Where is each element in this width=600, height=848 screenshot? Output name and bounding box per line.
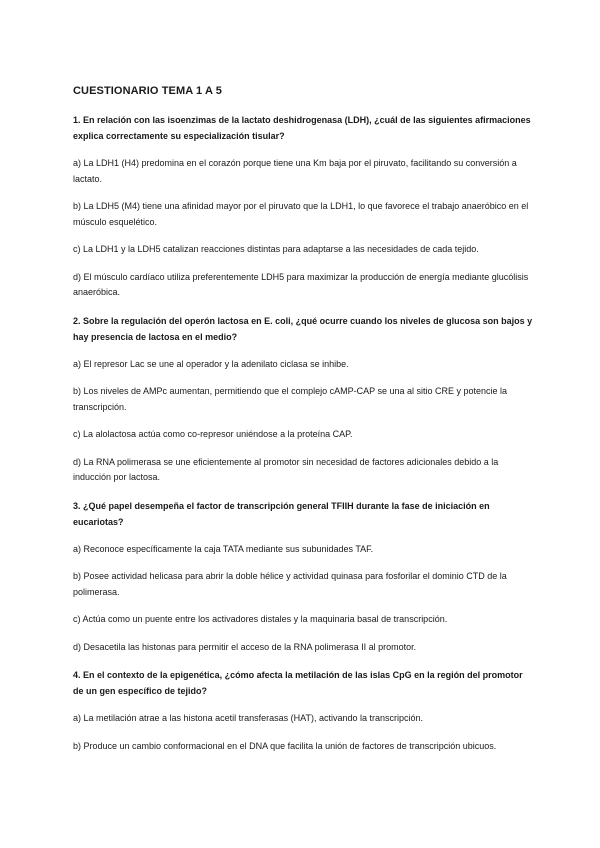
question-number: 3. <box>73 500 81 511</box>
question-body: En el contexto de la epigenética, ¿cómo afecta la metilación de las islas CpG en la región del promotor de un gen específico de tejido? <box>73 670 523 696</box>
answer-option-b: b) Los niveles de AMPc aumentan, permitiendo que el complejo cAMP-CAP se una al sitio CRE y potencie la transcripción. <box>73 386 508 412</box>
question-3 <box>73 498 533 656</box>
answer-option-b: b) Posee actividad helicasa para abrir la doble hélice y actividad quinasa para fosforilar el dominio CTD de la polimerasa. <box>73 571 507 597</box>
answer-option-d: d) La RNA polimerasa se une eficientemente al promotor sin necesidad de factores adicionales debido a la inducción por lactosa. <box>73 456 499 482</box>
question-body: ¿Qué papel desempeña el factor de transcripción general TFIIH durante la fase de iniciación en eucariotas? <box>73 500 490 527</box>
answer-option-a: a) La LDH1 (H4) predomina en el corazón porque tiene una Km baja por el piruvato, facilitando su conversión a lactato. <box>73 158 517 184</box>
answer-option-d: d) Desacetila las histonas para permitir el acceso de la RNA polimerasa II al promotor. <box>73 641 417 652</box>
answer-option-a: a) Reconoce específicamente la caja TATA mediante sus subunidades TAF. <box>73 543 374 554</box>
answer-option-a: a) El represor Lac se une al operador y la adenilato ciclasa se inhibe. <box>73 358 349 369</box>
question-text <box>73 667 533 699</box>
answer-option-b: b) La LDH5 (M4) tiene una afinidad mayor por el piruvato que la LDH1, lo que favorece el trabajo anaeróbico en el músculo esquelético. <box>73 201 529 227</box>
question-number: 4. <box>73 670 81 680</box>
question-body: En relación con las isoenzimas de la lactato deshidrogenasa (LDH), ¿cuál de las siguientes afirmaciones explica correctamente su especialización tisular? <box>73 115 531 141</box>
document-content <box>73 84 533 766</box>
question-2 <box>73 313 533 486</box>
answer-option-d: d) El músculo cardíaco utiliza preferentemente LDH5 para maximizar la producción de energía mediante glucólisis anaeróbica. <box>73 271 529 297</box>
question-number: 2. <box>73 315 81 326</box>
question-text <box>73 498 533 530</box>
question-number: 1. <box>73 115 81 125</box>
answer-option-a: a) La metilación atrae a las histona acetil transferasas (HAT), activando la transcripción. <box>73 713 423 723</box>
question-4 <box>73 667 533 754</box>
document-title: CUESTIONARIO TEMA 1 A 5 <box>73 85 222 97</box>
question-body: Sobre la regulación del operón lactosa en E. coli, ¿qué ocurre cuando los niveles de glucosa son bajos y hay presencia de lactosa en el medio? <box>73 315 533 342</box>
answer-option-b: b) Produce un cambio conformacional en el DNA que facilita la unión de factores de transcripción ubicuos. <box>73 740 497 751</box>
question-text <box>73 313 533 345</box>
question-1 <box>73 112 533 301</box>
answer-option-c: c) La alolactosa actúa como co-represor uniéndose a la proteína CAP. <box>73 429 353 439</box>
answer-option-c: c) La LDH1 y la LDH5 catalizan reacciones distintas para adaptarse a las necesidades de cada tejido. <box>73 244 479 254</box>
question-text <box>73 112 533 144</box>
answer-option-c: c) Actúa como un puente entre los activadores distales y la maquinaria basal de transcripción. <box>73 614 448 624</box>
